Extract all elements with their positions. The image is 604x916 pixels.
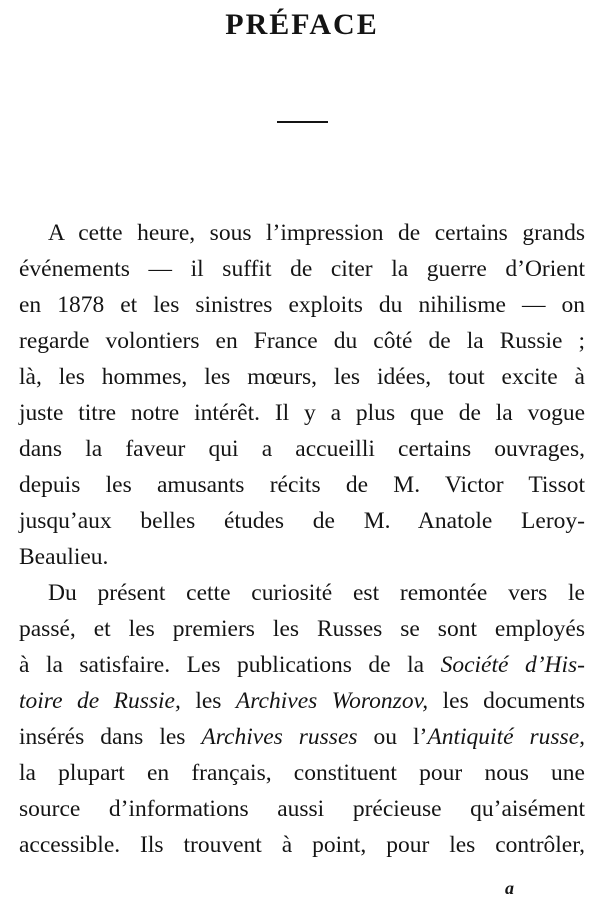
text-line: regarde volontiers en France du côté de la Russie ; <box>19 328 585 354</box>
text-line: toire de Russie, les Archives Woronzov, les documents <box>19 688 586 714</box>
page-title: PRÉFACE <box>225 8 379 41</box>
title-rule <box>277 121 328 123</box>
text-line: juste titre notre intérêt. Il y a plus que de la vogue <box>19 400 585 426</box>
text-line: à la satisfaire. Les publications de la Société d’His- <box>19 652 585 678</box>
text-line: Beaulieu. <box>19 544 109 570</box>
text-line: depuis les amusants récits de M. Victor Tissot <box>19 472 585 498</box>
text-line: événements — il suffit de citer la guerre d’Orient <box>19 256 585 282</box>
text-line: la plupart en français, constituent pour nous une <box>19 760 585 786</box>
italic-title: Archives russes <box>201 724 358 750</box>
text-line: Du présent cette curiosité est remontée vers le <box>48 580 585 606</box>
text-line: insérés dans les Archives russes ou l’Antiquité russe, <box>19 724 586 750</box>
page-folio: a <box>505 878 514 898</box>
text-line: A cette heure, sous l’impression de certains grands <box>48 220 585 246</box>
text-line: accessible. Ils trouvent à point, pour les contrôler, <box>19 832 585 858</box>
text-line: en 1878 et les sinistres exploits du nihilisme — on <box>19 292 585 318</box>
italic-title: Société d’His- <box>440 652 585 678</box>
text-line: source d’informations aussi précieuse qu’aisément <box>19 796 585 822</box>
text-line: jusqu’aux belles études de M. Anatole Leroy- <box>19 508 585 534</box>
text-line: dans la faveur qui a accueilli certains ouvrages, <box>19 436 585 462</box>
italic-title: toire de Russie, <box>19 688 181 714</box>
italic-title: Archives Woronzov, <box>235 688 429 714</box>
text-line: là, les hommes, les mœurs, les idées, tout excite à <box>19 364 585 390</box>
text-line: passé, et les premiers les Russes se sont employés <box>19 616 585 642</box>
italic-title: Antiquité russe, <box>427 724 586 750</box>
